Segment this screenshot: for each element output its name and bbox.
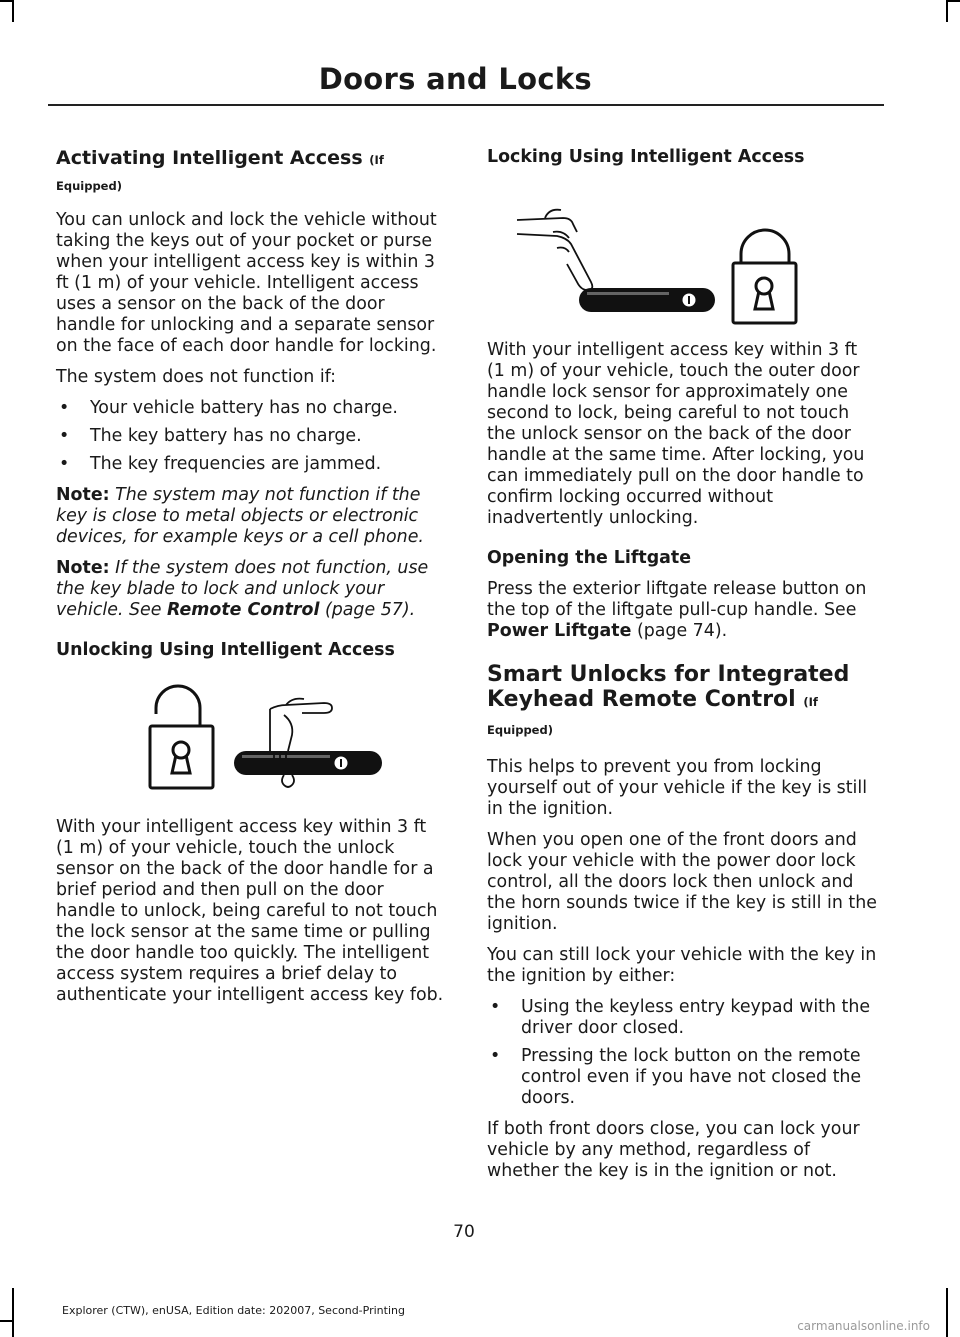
page-reference: (page 74). <box>636 621 728 641</box>
crop-mark <box>12 1288 14 1337</box>
section-heading-smart-unlocks <box>487 662 877 743</box>
crop-mark <box>0 1320 14 1322</box>
list-item: • Pressing the lock button on the remote control even if you have not closed the doors. <box>487 1046 877 1109</box>
note-metal-objects <box>56 485 446 548</box>
page-number: 70 <box>453 1222 475 1242</box>
liftgate-paragraph <box>487 579 877 642</box>
not-function-intro: The system does not function if: <box>56 367 337 387</box>
closed-padlock-icon <box>733 230 796 323</box>
locking-paragraph: With your intelligent access key within 3 ft (1 m) of your vehicle, touch the outer door handle lock sensor for approximately one second to lock, being careful to not touch the unlock sensor on the back of the door handle at the same time. After locking, you can immediately pull on the door handle to confirm locking occurred without inadvertently unlocking. <box>487 340 865 528</box>
heading-text: Activating Intelligent Access <box>56 147 363 169</box>
hand-touching-handle-and-closed-padlock-icon <box>487 178 877 328</box>
list-item: • Using the keyless entry keypad with the driver door closed. <box>487 997 877 1039</box>
note-text: The system may not function if the key is close to metal objects or electronic devices, for example keys or a cell phone. <box>56 485 424 547</box>
smart-paragraph: When you open one of the front doors and lock your vehicle with the power door lock control, all the doors lock then unlock and the horn sounds twice if the key is still in the ignition. <box>487 830 877 934</box>
remote-control-link[interactable]: Remote Control <box>166 600 320 620</box>
open-padlock-and-hand-touching-handle-icon <box>56 675 446 805</box>
door-handle-icon <box>234 751 382 775</box>
watermark[interactable]: carmanualsonline.info <box>797 1319 930 1333</box>
crop-mark <box>946 1288 948 1337</box>
intro-paragraph: You can unlock and lock the vehicle without taking the keys out of your pocket or purse when your intelligent access key is within 3 ft (1 m) of your vehicle. Intelligent access uses a sensor on the back of the door handle for unlocking and a separate sensor on the face of each door handle for locking. <box>56 210 437 356</box>
if-equipped-note: (If Equipped) <box>56 153 384 193</box>
section-heading-locking: Locking Using Intelligent Access <box>487 147 805 167</box>
heading-line: Keyhead Remote Control <box>487 687 796 712</box>
power-liftgate-link[interactable]: Power Liftgate <box>487 621 632 641</box>
smart-paragraph: You can still lock your vehicle with the key in the ignition by either: <box>487 945 877 986</box>
list-item: • The key frequencies are jammed. <box>56 454 446 475</box>
lock-methods-list <box>487 997 877 1109</box>
left-column <box>56 146 446 1016</box>
page-reference: (page 57). <box>324 600 416 620</box>
if-equipped-note: (If Equipped) <box>487 695 818 737</box>
smart-paragraph: This helps to prevent you from locking yourself out of your vehicle if the key is still in the ignition. <box>487 757 868 819</box>
edition-info: Explorer (CTW), enUSA, Edition date: 202007, Second-Printing <box>62 1304 405 1317</box>
open-padlock-icon <box>150 686 213 788</box>
hand-icon <box>517 210 592 290</box>
liftgate-text: Press the exterior liftgate release button on the top of the liftgate pull-cup handle. See <box>487 579 867 620</box>
page-title: Doors and Locks <box>318 62 592 96</box>
note-text: If the system does not function, use the key blade to lock and unlock your vehicle. See <box>56 558 429 620</box>
crop-mark <box>946 0 960 2</box>
not-function-list <box>56 398 446 475</box>
heading-line: Smart Unlocks for Integrated <box>487 662 850 687</box>
list-item: • Your vehicle battery has no charge. <box>56 398 446 419</box>
section-heading-liftgate: Opening the Liftgate <box>487 548 692 568</box>
list-item: • The key battery has no charge. <box>56 426 446 447</box>
smart-paragraph: If both front doors close, you can lock your vehicle by any method, regardless of whether the key is in the ignition or not. <box>487 1119 860 1181</box>
note-key-blade <box>56 558 446 621</box>
section-heading-unlocking: Unlocking Using Intelligent Access <box>56 640 395 660</box>
crop-mark <box>12 0 14 22</box>
unlocking-paragraph: With your intelligent access key within 3 ft (1 m) of your vehicle, touch the unlock sensor on the back of the door handle for a brief period and then pull on the door handle to unlock, being careful to not touch the lock sensor at the same time or pulling the door handle too quickly. The intelligent access system requires a brief delay to authenticate your intelligent access key fob. <box>56 817 444 1005</box>
header-rule <box>48 104 884 106</box>
note-label: Note: <box>56 485 110 505</box>
section-heading-activating <box>56 146 446 198</box>
right-column <box>487 146 877 1192</box>
note-label: Note: <box>56 558 110 578</box>
crop-mark <box>946 0 948 22</box>
